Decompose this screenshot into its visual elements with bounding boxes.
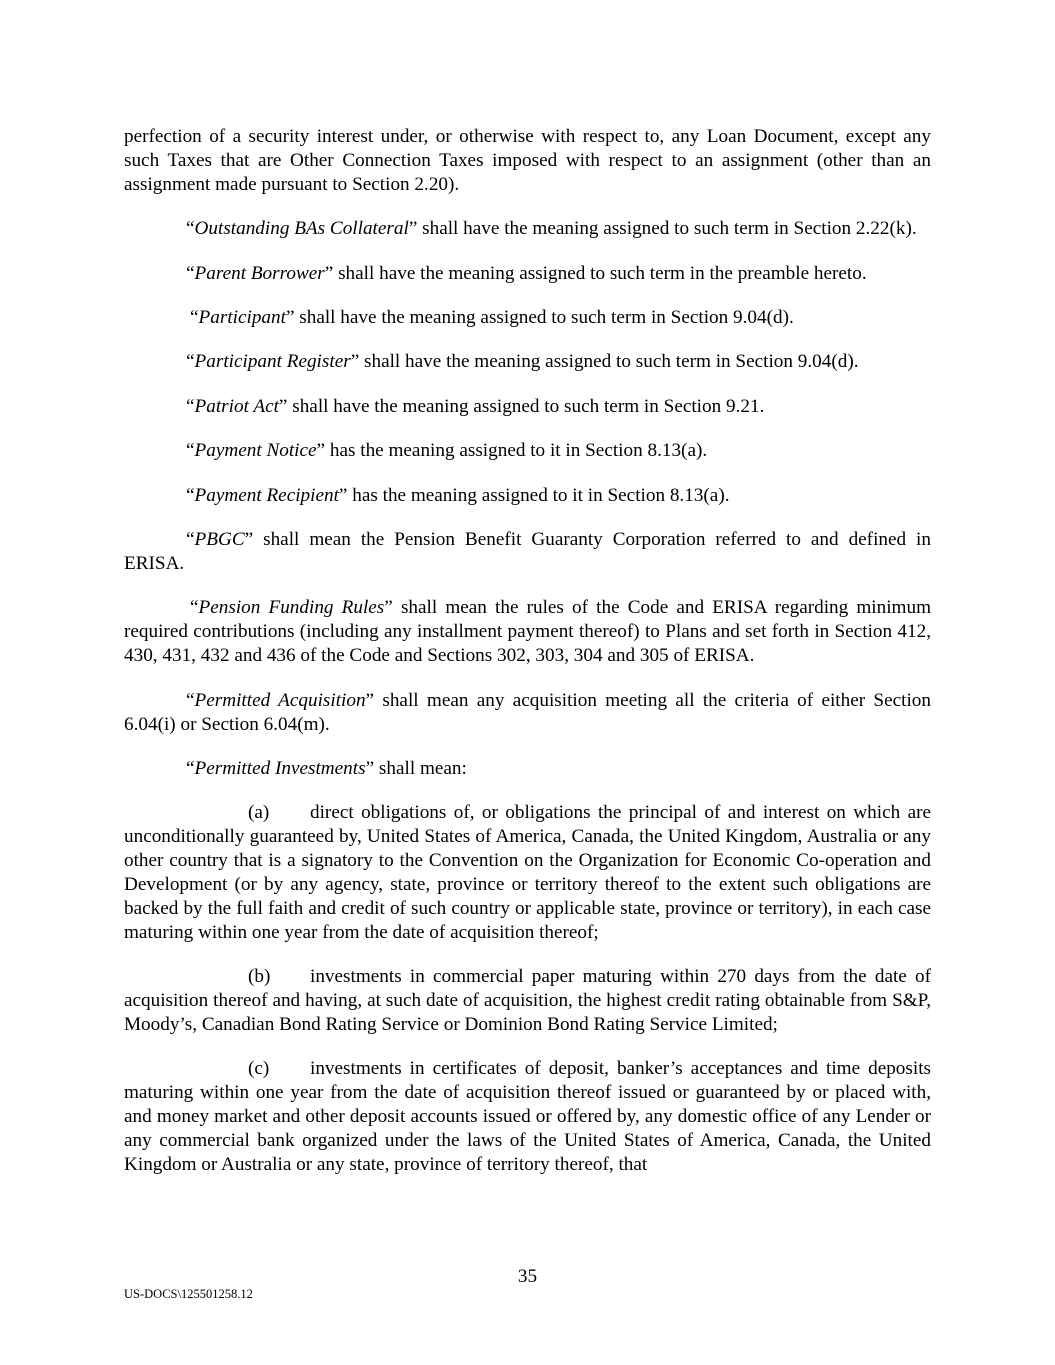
definition-participant (124, 306, 931, 330)
close-quote: ” (365, 689, 375, 711)
open-quote: “ (186, 689, 195, 711)
close-quote: ” (278, 395, 288, 417)
definition-text: has the meaning assigned to it in Section 8.13(a). (325, 440, 708, 462)
close-quote: ” (338, 484, 348, 506)
defined-term: Payment Recipient (194, 484, 339, 506)
close-quote: ” (285, 307, 295, 329)
clause-marker: (c) (248, 1058, 270, 1080)
intro-text: perfection of a security interest under, or otherwise with respect to, any Loan Document, except any such Taxes that are Other Connection Taxes imposed with respect to an assignment (other than an assignment made pursuant to Section 2.20). (124, 126, 931, 195)
clause-text: investments in commercial paper maturing within 270 days from the date of acquisition thereof and having, at such date of acquisition, the highest credit rating obtainable from S&P, Moody’s, Canadian Bond Rating Service or Dominion Bond Rating Service Limited; (124, 966, 931, 1036)
open-quote: “ (186, 395, 195, 417)
clause-text: investments in certificates of deposit, banker’s acceptances and time deposits maturing within one year from the date of acquisition thereof issued or guaranteed by or placed with, and money market and other deposit accounts issued or offered by, any domestic office of any Lender or any commercial bank organized under the laws of the United States of America, Canada, the United Kingdom or Australia or any state, province of territory thereof, that (124, 1058, 931, 1176)
definition-patriot-act (124, 395, 931, 419)
open-quote: “ (186, 529, 195, 551)
close-quote: ” (350, 351, 360, 373)
definition-parent-borrower (124, 262, 931, 286)
clause-marker: (a) (248, 802, 270, 824)
definition-outstanding-bas-collateral (124, 217, 931, 241)
definition-text: shall mean the rules of the Code and ERISA regarding minimum required contributions (including any installment payment thereof) to Plans and set forth in Section 412, 430, 431, 432 and 436 of the Code and Sections 302, 303, 304 and 305 of ERISA. (124, 597, 931, 667)
open-quote: “ (186, 218, 195, 240)
clause-c (124, 1057, 931, 1177)
definition-text: shall have the meaning assigned to such term in the preamble hereto. (333, 262, 867, 284)
definition-text: shall have the meaning assigned to such term in Section 9.04(d). (294, 307, 794, 329)
open-quote: “ (186, 351, 195, 373)
defined-term: Patriot Act (194, 395, 279, 417)
definition-text: shall mean any acquisition meeting all the criteria of either Section 6.04(i) or Section 6.04(m). (124, 689, 931, 735)
defined-term: Outstanding BAs Collateral (194, 218, 409, 240)
definition-pension-funding-rules (124, 596, 931, 668)
defined-term: Payment Notice (194, 440, 317, 462)
close-quote: ” (324, 262, 334, 284)
document-body (124, 125, 931, 1198)
definition-text: shall have the meaning assigned to such term in Section 9.21. (287, 395, 765, 417)
defined-term: Permitted Acquisition (194, 689, 366, 711)
close-quote: ” (365, 757, 375, 779)
defined-term: PBGC (194, 529, 245, 551)
page-number: 35 (517, 1266, 538, 1287)
open-quote: “ (190, 307, 199, 329)
defined-term: Permitted Investments (194, 757, 366, 779)
clause-text: direct obligations of, or obligations the principal of and interest on which are unconditionally guaranteed by, United States of America, Canada, the United Kingdom, Australia or any other country that is a signatory to the Convention on the Organization for Economic Co-operation and Development (or by any agency, state, province or territory thereof to the extent such obligations are backed by the full faith and credit of such country or applicable state, province or territory), in each case maturing within one year from the date of acquisition thereof; (124, 802, 931, 943)
definition-text: shall mean: (374, 757, 467, 779)
close-quote: ” (244, 529, 254, 551)
definition-text: shall mean the Pension Benefit Guaranty Corporation referred to and defined in ERISA. (124, 529, 931, 574)
open-quote: “ (186, 440, 195, 462)
definition-text: has the meaning assigned to it in Section 8.13(a). (347, 484, 730, 506)
definition-text: shall have the meaning assigned to such term in Section 9.04(d). (359, 351, 859, 373)
definition-permitted-acquisition (124, 689, 931, 737)
defined-term: Parent Borrower (194, 262, 325, 284)
intro-paragraph (124, 125, 931, 197)
defined-term: Pension Funding Rules (198, 597, 385, 619)
close-quote: ” (316, 440, 326, 462)
document-id: US-DOCS\125501258.12 (124, 1287, 253, 1301)
open-quote: “ (190, 597, 199, 619)
defined-term: Participant Register (194, 351, 351, 373)
definition-participant-register (124, 350, 931, 374)
open-quote: “ (186, 757, 195, 779)
clause-b (124, 965, 931, 1037)
definition-payment-recipient (124, 484, 931, 508)
definition-permitted-investments (124, 757, 931, 781)
defined-term: Participant (198, 307, 286, 329)
clause-a (124, 801, 931, 944)
definition-payment-notice (124, 439, 931, 463)
definition-pbgc (124, 528, 931, 576)
close-quote: ” (408, 218, 418, 240)
definition-text: shall have the meaning assigned to such term in Section 2.22(k). (417, 218, 917, 240)
clause-marker: (b) (248, 966, 271, 988)
close-quote: ” (384, 597, 393, 619)
open-quote: “ (186, 484, 195, 506)
open-quote: “ (186, 262, 195, 284)
